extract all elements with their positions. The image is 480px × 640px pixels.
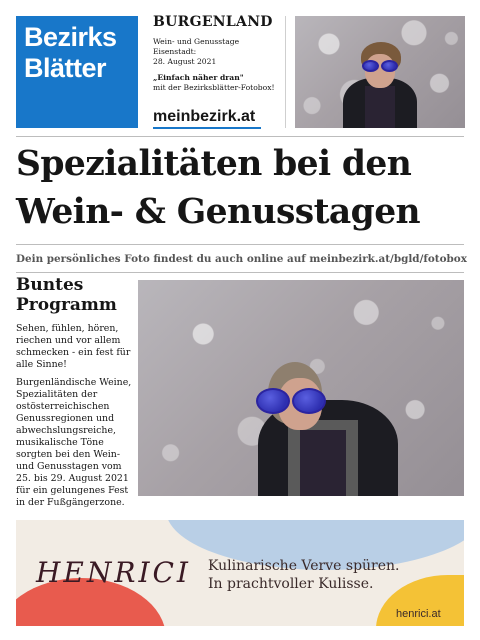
event-info (153, 37, 283, 67)
site-underline (153, 127, 261, 129)
ad-tagline1: Kulinarische Verve spüren. (208, 558, 400, 574)
sidebar-title: Buntes Programm (16, 275, 117, 315)
event-line2: Eisenstadt: (153, 47, 197, 56)
quote-line1: „Einfach näher dran" (153, 73, 244, 82)
event-line3: 28. August 2021 (153, 57, 217, 66)
masthead-info (153, 14, 283, 93)
party-glasses (362, 60, 398, 72)
fotobox-quote (153, 73, 283, 93)
headline-line2: Wein- & Genusstagen (16, 192, 421, 232)
region-title: BURGENLAND (153, 14, 273, 30)
sidebar-paragraph2: Burgenländische Weine, Spezialitäten der ostösterreichischen Genussregionen und abwechslungsreiche, musikalische Töne sorgten bei den Wein- und Genusstagen vom 25. bis 29. August 2021 für ein gelungenes Fest in der Fußgängerzone. (16, 377, 132, 508)
sidebar-paragraph1: Sehen, fühlen, hören, riechen und vor allem schmecken - ein fest für alle Sinne! (16, 323, 131, 370)
henrici-ad[interactable] (16, 520, 464, 626)
site-link[interactable]: meinbezirk.at (153, 108, 256, 125)
rule-middle (16, 244, 464, 245)
rule-lower (16, 272, 464, 273)
party-glasses (256, 388, 326, 414)
person-shirt (365, 86, 395, 128)
henrici-logo: HENRICI (36, 556, 191, 589)
person-shirt (300, 430, 346, 496)
headline (16, 140, 476, 236)
logo-line2: Blätter (24, 53, 107, 83)
vertical-divider (285, 16, 286, 128)
rule-top (16, 136, 464, 137)
bezirksblaetter-logo (16, 16, 138, 128)
ad-tagline2: In prachtvoller Kulisse. (208, 576, 374, 592)
fotobox-photo-main (138, 280, 464, 496)
fotobox-photo-small (295, 16, 465, 128)
ad-url[interactable]: henrici.at (396, 608, 441, 620)
logo-line1: Bezirks (24, 22, 117, 52)
headline-line1: Spezialitäten bei den (16, 144, 412, 184)
subheadline: Dein persönliches Foto findest du auch online auf meinbezirk.at/bgld/fotobox (16, 253, 467, 265)
event-line1: Wein- und Genusstage (153, 37, 240, 46)
quote-line2: mit der Bezirksblätter-Fotobox! (153, 83, 275, 92)
